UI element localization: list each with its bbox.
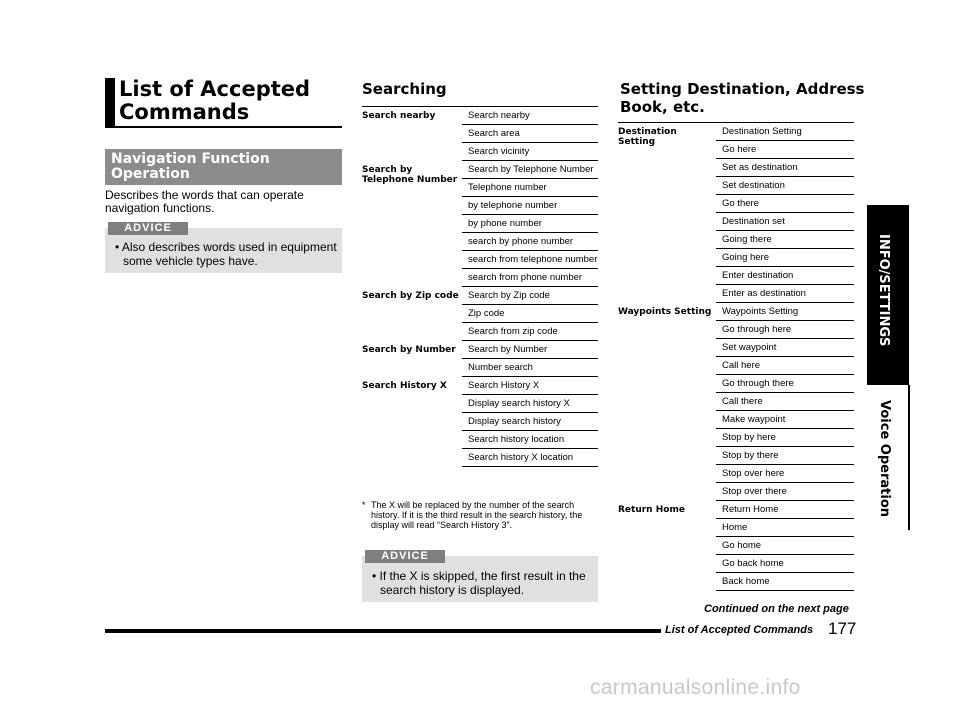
command-cell: Search History X [462, 377, 598, 395]
page-number: 177 [828, 619, 857, 638]
searching-table [362, 106, 598, 467]
command-cell: Set as destination [716, 159, 854, 177]
command-cell: Search history X location [462, 449, 598, 467]
row-category: Search by Number [362, 345, 456, 355]
command-cell: Search area [462, 125, 598, 143]
page-title-line-1: List of Accepted [119, 77, 311, 101]
command-cell: Back home [716, 573, 854, 591]
searching-footnote [362, 500, 598, 530]
page-title-line-2: Commands [119, 100, 250, 124]
command-cell: Display search history [462, 413, 598, 431]
searching-heading: Searching [362, 80, 447, 98]
advice-text: • If the X is skipped, the first result in the search history is displayed. [372, 569, 586, 597]
row-category: Search History X [362, 381, 447, 391]
side-section-label: Voice Operation [877, 400, 892, 517]
command-cell: Stop over here [716, 465, 854, 483]
command-cell: Search nearby [462, 107, 598, 125]
footnote-text: The X will be replaced by the number of the search history. If it is the third result in the search history, the display will read “Search History 3”. [371, 500, 583, 530]
table-row [362, 341, 598, 377]
command-cell: Display search history X [462, 395, 598, 413]
command-cell: Destination Setting [716, 123, 854, 141]
nav-function-heading [105, 149, 342, 185]
command-cell: Set destination [716, 177, 854, 195]
command-cell: Going there [716, 231, 854, 249]
command-cell: Go through here [716, 321, 854, 339]
table-row [362, 161, 598, 287]
command-cell: Search by Telephone Number [462, 161, 598, 179]
command-cell: Search history location [462, 431, 598, 449]
table-row [618, 303, 854, 501]
footer-rule [105, 629, 661, 633]
command-cell: Stop over there [716, 483, 854, 501]
command-cell: by phone number [462, 215, 598, 233]
side-tab-rule [908, 385, 910, 530]
command-cell: Search by Number [462, 341, 598, 359]
continued-note: Continued on the next page [704, 603, 849, 615]
footnote-mark: * [362, 500, 366, 510]
command-cell: Stop by here [716, 429, 854, 447]
row-category: Destination Setting [618, 127, 677, 147]
command-cell: Go through there [716, 375, 854, 393]
command-cell: Home [716, 519, 854, 537]
command-cell: Waypoints Setting [716, 303, 854, 321]
command-cell: Search by Zip code [462, 287, 598, 305]
nav-heading-line-2: Operation [111, 166, 190, 182]
row-category: Search by Zip code [362, 291, 459, 301]
command-cell: Go home [716, 537, 854, 555]
advice-label: ADVICE [108, 222, 188, 235]
command-cell: search by phone number [462, 233, 598, 251]
destination-table [618, 122, 854, 591]
table-row [362, 287, 598, 341]
advice-label: ADVICE [365, 550, 445, 563]
command-cell: Going here [716, 249, 854, 267]
command-cell: Go here [716, 141, 854, 159]
command-cell: Enter destination [716, 267, 854, 285]
table-row [362, 107, 598, 161]
row-category: Return Home [618, 505, 685, 515]
command-cell: Call there [716, 393, 854, 411]
command-cell: Call here [716, 357, 854, 375]
command-cell: Zip code [462, 305, 598, 323]
command-cell: Stop by there [716, 447, 854, 465]
table-row [362, 377, 598, 467]
command-cell: Enter as destination [716, 285, 854, 303]
command-cell: Destination set [716, 213, 854, 231]
command-cell: Search vicinity [462, 143, 598, 161]
nav-advice-box [105, 222, 342, 273]
command-cell: Go there [716, 195, 854, 213]
nav-heading-line-1: Navigation Function [111, 151, 270, 167]
side-tab-label: INFO/SETTINGS [876, 234, 891, 347]
command-cell: Number search [462, 359, 598, 377]
destination-heading [620, 80, 865, 116]
command-cell: Search from zip code [462, 323, 598, 341]
row-category: Search by Telephone Number [362, 165, 458, 185]
table-row [618, 123, 854, 303]
table-row [618, 501, 854, 591]
advice-text: • Also describes words used in equipment some vehicle types have. [115, 240, 337, 268]
destination-heading-line-2: Book, etc. [620, 98, 705, 116]
search-advice-box [362, 550, 598, 602]
command-cell: search from telephone number [462, 251, 598, 269]
destination-heading-line-1: Setting Destination, Address [620, 80, 865, 98]
nav-description: Describes the words that can operate navigation functions. [105, 188, 304, 215]
command-cell: search from phone number [462, 269, 598, 287]
command-cell: by telephone number [462, 197, 598, 215]
command-cell: Go back home [716, 555, 854, 573]
row-category: Waypoints Setting [618, 307, 712, 317]
command-cell: Make waypoint [716, 411, 854, 429]
command-cell: Return Home [716, 501, 854, 519]
watermark: carmanualsonline.info [590, 676, 801, 699]
row-category: Search nearby [362, 111, 436, 121]
footer-section-label: List of Accepted Commands [665, 624, 814, 636]
command-cell: Telephone number [462, 179, 598, 197]
page-title [105, 78, 342, 128]
command-cell: Set waypoint [716, 339, 854, 357]
